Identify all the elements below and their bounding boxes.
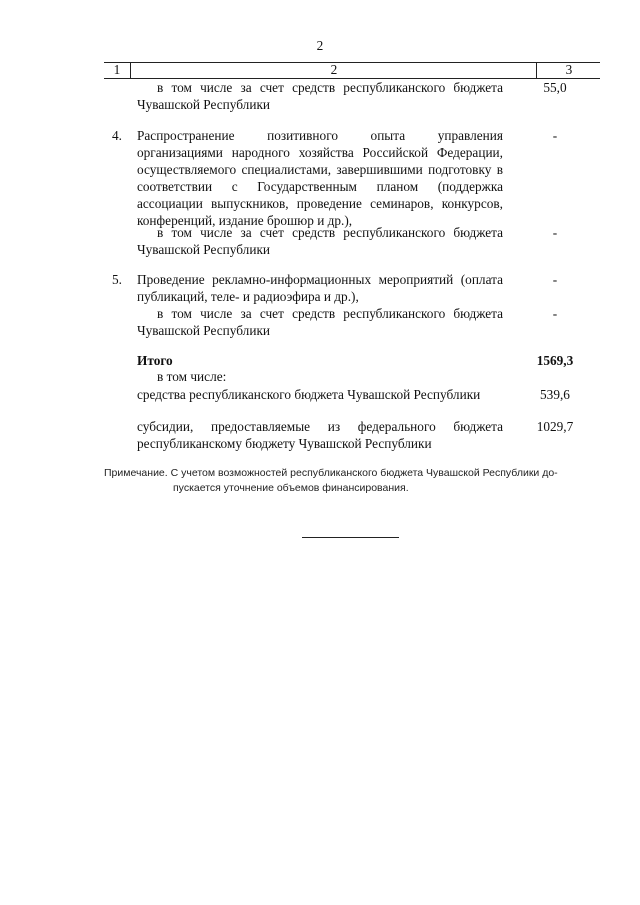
row-number: 5. <box>112 272 122 287</box>
row-sub-text: в том числе за счет средств республиканского бюджета Чувашской Республики <box>137 225 503 257</box>
row-number: 4. <box>112 128 122 143</box>
row-text: в том числе за счет средств республиканского бюджета Чувашской Республики <box>137 80 503 112</box>
row-sub-value: - <box>552 306 558 321</box>
footnote-text-2: пускается уточнение объемов финансирования. <box>173 482 409 494</box>
header-col-1: 1 <box>113 62 121 77</box>
row-sub-value: - <box>552 225 558 240</box>
table-header <box>104 62 600 79</box>
header-col-3: 3 <box>536 62 601 78</box>
footnote-line-1 <box>104 466 604 481</box>
row-value: 55,0 <box>543 80 567 95</box>
footnote <box>104 466 604 496</box>
end-divider <box>302 537 399 538</box>
footnote-text-1: С учетом возможностей республиканского бюджета Чувашской Республики до- <box>170 467 558 479</box>
total-label: Итого <box>137 353 173 368</box>
federal-subsidy-label: субсидии, предоставляемые из федерального бюджета республиканскому бюджету Чувашской Республики <box>137 419 503 451</box>
republic-budget-label: средства республиканского бюджета Чувашской Республики <box>137 387 481 402</box>
footnote-label: Примечание. <box>104 467 168 479</box>
header-col-2: 2 <box>130 62 537 78</box>
row-text: Распространение позитивного опыта управления организациями народного хозяйства Российской Федерации, осуществляемого специалистами, завершившими подготовку в соответствии с Государственным планом (поддержка ассоциации выпускников, проведение семинаров, конкурсов, конференций, издание брошюр и др.), <box>137 128 503 228</box>
republic-budget-value: 539,6 <box>540 387 570 402</box>
row-value: - <box>552 128 558 143</box>
row-value: - <box>552 272 558 287</box>
federal-subsidy-value: 1029,7 <box>536 419 574 434</box>
total-value: 1569,3 <box>536 353 574 368</box>
row-sub-text: в том числе за счет средств республиканского бюджета Чувашской Республики <box>137 306 503 338</box>
row-text: Проведение рекламно-информационных мероприятий (оплата публикаций, теле- и радиоэфира и др.), <box>137 272 503 304</box>
page-number: 2 <box>316 38 324 53</box>
total-including-label: в том числе: <box>157 369 227 384</box>
